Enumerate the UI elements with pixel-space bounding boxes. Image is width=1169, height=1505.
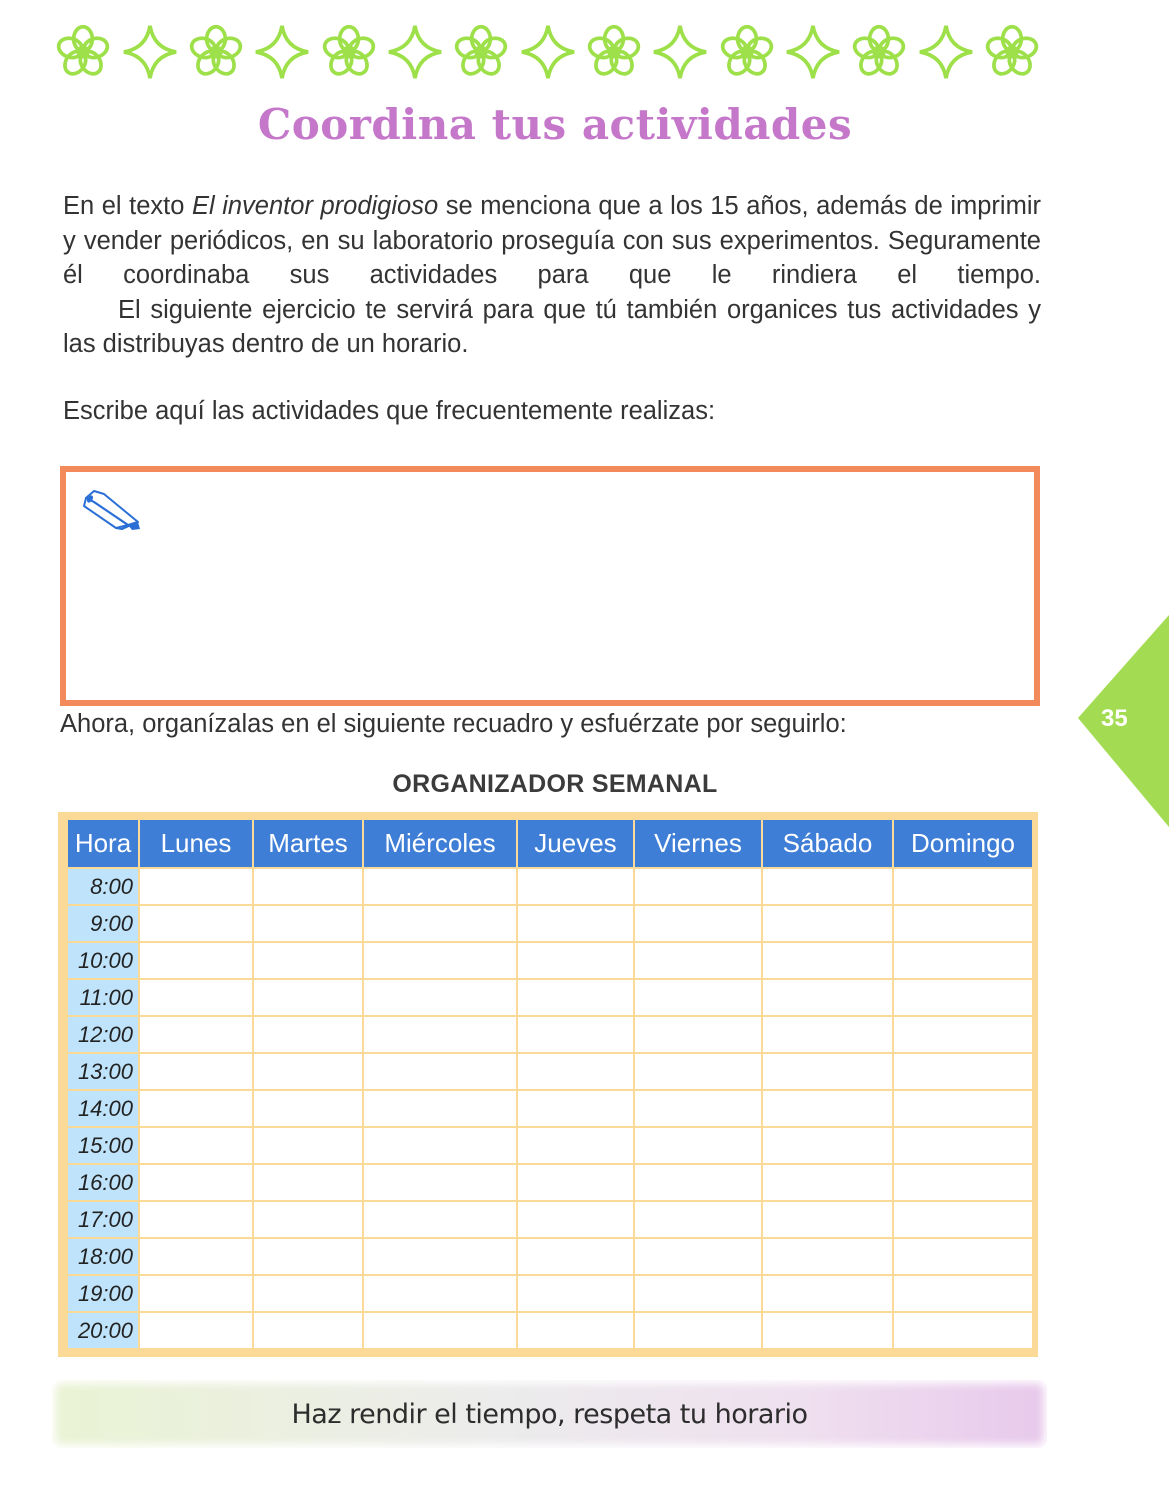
time-label: 15:00 (68, 1128, 138, 1165)
schedule-cell[interactable] (140, 1017, 252, 1054)
schedule-cell[interactable] (140, 1239, 252, 1276)
schedule-cell[interactable] (140, 943, 252, 980)
motto-text: Haz rendir el tiempo, respeta tu horario (291, 1398, 808, 1430)
intro-paragraph-1 (63, 189, 1041, 293)
schedule-cell[interactable] (763, 1017, 892, 1054)
schedule-row (68, 1165, 1032, 1202)
schedule-cell[interactable] (635, 1054, 761, 1091)
schedule-cell[interactable] (894, 1128, 1032, 1165)
schedule-row (68, 1313, 1032, 1350)
time-label: 10:00 (68, 943, 138, 980)
time-label: 11:00 (68, 980, 138, 1017)
schedule-cell[interactable] (364, 980, 516, 1017)
schedule-cell[interactable] (763, 1054, 892, 1091)
write-prompt: Escribe aquí las actividades que frecuentemente realizas: (63, 397, 716, 425)
schedule-cell[interactable] (635, 1165, 761, 1202)
organize-prompt: Ahora, organízalas en el siguiente recuadro y esfuérzate por seguirlo: (60, 710, 847, 738)
schedule-cell[interactable] (635, 980, 761, 1017)
page-number: 35 (1101, 705, 1128, 732)
star-ornament-icon (652, 24, 708, 80)
schedule-cell[interactable] (894, 1091, 1032, 1128)
schedule-row (68, 906, 1032, 943)
schedule-cell[interactable] (140, 1313, 252, 1350)
schedule-row (68, 980, 1032, 1017)
schedule-cell[interactable] (518, 906, 633, 943)
schedule-row (68, 869, 1032, 906)
schedule-cell[interactable] (364, 1165, 516, 1202)
schedule-cell[interactable] (894, 1165, 1032, 1202)
schedule-cell[interactable] (894, 906, 1032, 943)
intro-text-start: En el texto (63, 192, 192, 220)
header-day: Viernes (635, 820, 761, 869)
schedule-cell[interactable] (518, 1091, 633, 1128)
schedule-cell[interactable] (364, 869, 516, 906)
schedule-cell[interactable] (254, 1313, 362, 1350)
schedule-row (68, 1202, 1032, 1239)
schedule-cell[interactable] (518, 1202, 633, 1239)
flower-ornament-icon (586, 24, 642, 80)
flower-ornament-icon (719, 24, 775, 80)
schedule-cell[interactable] (635, 1202, 761, 1239)
schedule-cell[interactable] (894, 1202, 1032, 1239)
schedule-cell[interactable] (140, 1054, 252, 1091)
schedule-cell[interactable] (254, 1202, 362, 1239)
book-title: El inventor prodigioso (191, 192, 439, 220)
activities-write-box[interactable] (60, 466, 1040, 706)
intro-paragraph-2: El siguiente ejercicio te servirá para que tú también organices tus actividades y las distribuyas dentro de un horario. (63, 295, 1041, 358)
schedule-cell[interactable] (364, 1202, 516, 1239)
motto-banner (52, 1380, 1047, 1448)
schedule-row (68, 1017, 1032, 1054)
schedule-cell[interactable] (364, 1239, 516, 1276)
schedule-cell[interactable] (894, 980, 1032, 1017)
schedule-cell[interactable] (254, 1017, 362, 1054)
schedule-cell[interactable] (635, 1128, 761, 1165)
schedule-cell[interactable] (140, 1091, 252, 1128)
star-ornament-icon (918, 24, 974, 80)
schedule-cell[interactable] (763, 869, 892, 906)
schedule-cell[interactable] (364, 1091, 516, 1128)
schedule-cell[interactable] (254, 943, 362, 980)
intro-text (63, 189, 1041, 362)
schedule-cell[interactable] (140, 1128, 252, 1165)
schedule-cell[interactable] (254, 1239, 362, 1276)
schedule-cell[interactable] (254, 1054, 362, 1091)
schedule-row (68, 1091, 1032, 1128)
header-day: Martes (254, 820, 362, 869)
schedule-cell[interactable] (364, 1128, 516, 1165)
time-label: 14:00 (68, 1091, 138, 1128)
schedule-row (68, 1276, 1032, 1313)
schedule-cell[interactable] (518, 1276, 633, 1313)
flower-ornament-icon (321, 24, 377, 80)
time-label: 20:00 (68, 1313, 138, 1350)
schedule-cell[interactable] (763, 1091, 892, 1128)
schedule-cell[interactable] (140, 906, 252, 943)
schedule-cell[interactable] (254, 906, 362, 943)
flower-ornament-icon (984, 24, 1040, 80)
schedule-cell[interactable] (364, 943, 516, 980)
intro-text-rest: se menciona que a los 15 años, además de imprimir y vender periódicos, en su laboratorio proseguía con sus experimentos. Seguramente él coordinaba sus actividades para que le rindiera el tiempo. (63, 192, 1041, 289)
schedule-cell[interactable] (254, 1276, 362, 1313)
schedule-cell[interactable] (635, 1017, 761, 1054)
schedule-cell[interactable] (254, 1091, 362, 1128)
schedule-cell[interactable] (763, 1202, 892, 1239)
schedule-cell[interactable] (364, 906, 516, 943)
time-label: 13:00 (68, 1054, 138, 1091)
schedule-header-row (68, 820, 1032, 869)
schedule-cell[interactable] (763, 980, 892, 1017)
schedule-cell[interactable] (763, 1313, 892, 1350)
time-label: 19:00 (68, 1276, 138, 1313)
schedule-cell[interactable] (254, 1128, 362, 1165)
star-ornament-icon (520, 24, 576, 80)
schedule-cell[interactable] (140, 869, 252, 906)
flower-ornament-icon (453, 24, 509, 80)
schedule-cell[interactable] (894, 1017, 1032, 1054)
schedule-cell[interactable] (254, 869, 362, 906)
schedule-cell[interactable] (518, 869, 633, 906)
schedule-cell[interactable] (894, 1276, 1032, 1313)
schedule-cell[interactable] (254, 1165, 362, 1202)
schedule-cell[interactable] (140, 1165, 252, 1202)
time-label: 18:00 (68, 1239, 138, 1276)
schedule-cell[interactable] (894, 1054, 1032, 1091)
schedule-cell[interactable] (140, 1202, 252, 1239)
schedule-cell[interactable] (763, 906, 892, 943)
schedule-cell[interactable] (364, 1276, 516, 1313)
schedule-cell[interactable] (635, 1313, 761, 1350)
schedule-cell[interactable] (763, 943, 892, 980)
header-day: Lunes (140, 820, 252, 869)
time-label: 8:00 (68, 869, 138, 906)
schedule-cell[interactable] (140, 1276, 252, 1313)
schedule-cell[interactable] (518, 1017, 633, 1054)
schedule-cell[interactable] (894, 1313, 1032, 1350)
ornament-border (50, 24, 1045, 84)
pencil-icon (82, 488, 142, 530)
schedule-cell[interactable] (894, 1239, 1032, 1276)
schedule-cell[interactable] (635, 1239, 761, 1276)
schedule-row (68, 1128, 1032, 1165)
schedule-cell[interactable] (518, 1128, 633, 1165)
schedule-cell[interactable] (635, 943, 761, 980)
schedule-cell[interactable] (763, 1239, 892, 1276)
schedule-cell[interactable] (140, 980, 252, 1017)
time-label: 17:00 (68, 1202, 138, 1239)
schedule-cell[interactable] (635, 869, 761, 906)
schedule-cell[interactable] (894, 943, 1032, 980)
schedule-row (68, 943, 1032, 980)
time-label: 12:00 (68, 1017, 138, 1054)
star-ornament-icon (785, 24, 841, 80)
time-label: 9:00 (68, 906, 138, 943)
schedule-cell[interactable] (763, 1276, 892, 1313)
schedule-cell[interactable] (635, 1091, 761, 1128)
header-hora: Hora (68, 820, 138, 869)
schedule-cell[interactable] (364, 1313, 516, 1350)
schedule-cell[interactable] (518, 943, 633, 980)
header-day: Domingo (894, 820, 1032, 869)
star-ornament-icon (122, 24, 178, 80)
schedule-cell[interactable] (518, 1239, 633, 1276)
schedule-row (68, 1054, 1032, 1091)
page-title: Coordina tus actividades (257, 100, 853, 149)
header-day: Jueves (518, 820, 633, 869)
schedule-cell[interactable] (763, 1165, 892, 1202)
schedule-cell[interactable] (364, 1054, 516, 1091)
schedule-cell[interactable] (364, 1017, 516, 1054)
schedule-cell[interactable] (894, 869, 1032, 906)
header-day: Miércoles (364, 820, 516, 869)
flower-ornament-icon (55, 24, 111, 80)
schedule-row (68, 1239, 1032, 1276)
schedule-cell[interactable] (518, 1165, 633, 1202)
star-ornament-icon (387, 24, 443, 80)
schedule-cell[interactable] (518, 980, 633, 1017)
star-ornament-icon (254, 24, 310, 80)
schedule-cell[interactable] (635, 1276, 761, 1313)
time-label: 16:00 (68, 1165, 138, 1202)
schedule-cell[interactable] (254, 980, 362, 1017)
flower-ornament-icon (851, 24, 907, 80)
organizer-title: ORGANIZADOR SEMANAL (392, 770, 718, 798)
schedule-cell[interactable] (518, 1054, 633, 1091)
schedule-cell[interactable] (635, 906, 761, 943)
schedule-cell[interactable] (518, 1313, 633, 1350)
flower-ornament-icon (188, 24, 244, 80)
header-day: Sábado (763, 820, 892, 869)
weekly-schedule-table (66, 820, 1034, 1350)
schedule-cell[interactable] (763, 1128, 892, 1165)
